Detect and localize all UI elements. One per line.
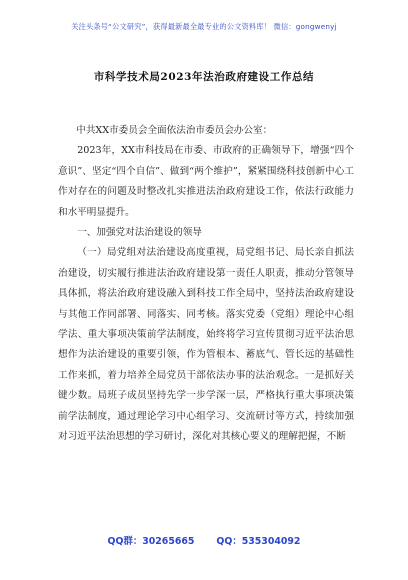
section-heading: 一、加强党对法治建设的领导 xyxy=(77,227,202,239)
qq-number: QQ：535304092 xyxy=(216,536,301,547)
document-body xyxy=(58,121,354,448)
document-title: 市科学技术局2023年法治政府建设工作总结 xyxy=(93,71,315,83)
promo-banner: 关注头条号“公文研究”，获得最新最全最专业的公文资料库！ 微信：gongwenyj xyxy=(71,22,337,31)
section-paragraph: （一）局党组对法治建设高度重视，局党组书记、局长亲自抓法治建设，切实履行推进法治政府建设第一责任人职责，推动分管领导具体抓，将法治政府建设融入到科技工作全局中，坚持法治政府建设与其他工作同部署、同落实、同考核。落实党委（党组）理论中心组学法、重大事项决策前学法制度，始终将学习宣传贯彻习近平法治思想作为法治建设的重要引领，作为管根本、蓄底气、管长远的基础性工作来抓，着力培养全局党员干部依法办事的法治观念。一是抓好关键少数。局班子成员坚持先学一步学深一层，严格执行重大事项决策前学法制度，通过理论学习中心组学习、交流研讨等方式，持续加强对习近平法治思想的学习研讨，深化对其核心要义的理解把握，不断 xyxy=(58,247,354,443)
qq-group-number: QQ群：30265665 xyxy=(107,536,195,547)
salutation-line: 中共XX市委员会全面依法治市委员会办公室： xyxy=(76,125,273,136)
qq-contact-footer xyxy=(0,533,408,547)
intro-paragraph: 2023年，XX市科技局在市委、市政府的正确领导下，增强“四个意识”、坚定“四个自信”、做到“两个维护”，紧紧围绕科技创新中心工作对存在的问题及时整改扎实推进法治政府建设工作，依法行政能力和水平明显提升。 xyxy=(58,145,354,218)
